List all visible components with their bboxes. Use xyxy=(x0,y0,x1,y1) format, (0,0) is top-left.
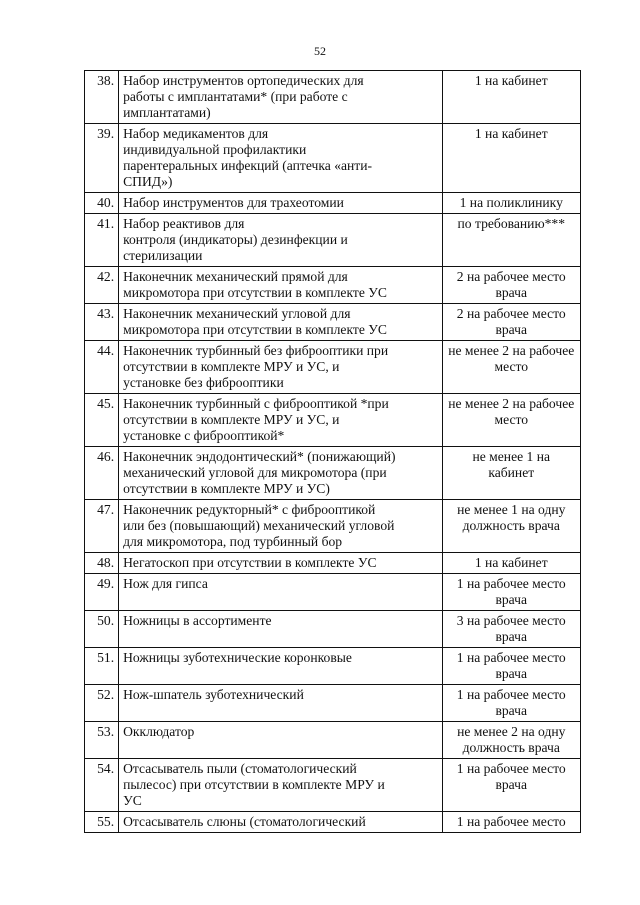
item-quantity-line: не менее 2 на рабочее xyxy=(448,396,575,411)
item-name-line: для микромотора, под турбинный бор xyxy=(123,534,343,549)
item-quantity xyxy=(442,722,580,759)
item-quantity xyxy=(442,124,580,193)
row-number: 50. xyxy=(85,611,119,648)
equipment-table xyxy=(84,70,581,833)
item-name xyxy=(119,447,442,500)
item-name-line: работы с имплантатами* (при работе с xyxy=(123,89,348,104)
item-quantity xyxy=(442,394,580,447)
table-row xyxy=(85,722,581,759)
item-quantity-line: 1 на кабинет xyxy=(474,73,548,88)
item-name-line: или без (повышающий) механический угловой xyxy=(123,518,395,533)
row-number: 45. xyxy=(85,394,119,447)
table-row xyxy=(85,341,581,394)
item-quantity-line: должность врача xyxy=(462,518,560,533)
table-row xyxy=(85,685,581,722)
item-name xyxy=(119,71,442,124)
item-quantity-line: не менее 1 на одну xyxy=(457,502,566,517)
item-name-line: контроля (индикаторы) дезинфекции и xyxy=(123,232,348,247)
item-name-line: микромотора при отсутствии в комплекте УС xyxy=(123,285,387,300)
item-name xyxy=(119,500,442,553)
item-quantity xyxy=(442,574,580,611)
row-number: 48. xyxy=(85,553,119,574)
row-number: 53. xyxy=(85,722,119,759)
item-quantity-line: 1 на рабочее место xyxy=(456,761,566,776)
item-name-line: установке с фиброоптикой* xyxy=(123,428,285,443)
row-number: 55. xyxy=(85,812,119,833)
item-name-line: установке без фиброоптики xyxy=(123,375,284,390)
item-name-line: микромотора при отсутствии в комплекте УС xyxy=(123,322,387,337)
item-quantity-line: 1 на рабочее место xyxy=(456,814,566,829)
row-number: 41. xyxy=(85,214,119,267)
item-name xyxy=(119,214,442,267)
item-name-line: индивидуальной профилактики xyxy=(123,142,307,157)
table-row xyxy=(85,759,581,812)
item-name-line: Набор реактивов для xyxy=(123,216,245,231)
row-number: 47. xyxy=(85,500,119,553)
item-quantity-line: не менее 2 на одну xyxy=(457,724,566,739)
item-quantity-line: не менее 1 на xyxy=(472,449,551,464)
item-quantity xyxy=(442,611,580,648)
item-name xyxy=(119,124,442,193)
item-quantity xyxy=(442,648,580,685)
item-quantity xyxy=(442,304,580,341)
item-quantity-line: по требованию*** xyxy=(457,216,565,231)
table-row xyxy=(85,447,581,500)
item-name-line: Наконечник эндодонтический* (понижающий) xyxy=(123,449,396,464)
row-number: 51. xyxy=(85,648,119,685)
table-row xyxy=(85,500,581,553)
item-name xyxy=(119,341,442,394)
item-name xyxy=(119,304,442,341)
item-name-line: УС xyxy=(123,793,142,808)
row-number: 44. xyxy=(85,341,119,394)
table-row xyxy=(85,611,581,648)
item-quantity xyxy=(442,341,580,394)
item-name xyxy=(119,267,442,304)
item-quantity-line: место xyxy=(494,412,529,427)
item-name xyxy=(119,193,442,214)
item-quantity xyxy=(442,553,580,574)
item-name-line: Ножницы зуботехнические коронковые xyxy=(123,650,352,665)
item-name-line: Набор инструментов ортопедических для xyxy=(123,73,364,88)
row-number: 40. xyxy=(85,193,119,214)
row-number: 43. xyxy=(85,304,119,341)
item-name-line: механический угловой для микромотора (при xyxy=(123,465,387,480)
equipment-table-body xyxy=(85,71,581,833)
table-row xyxy=(85,124,581,193)
table-row xyxy=(85,193,581,214)
item-name-line: отсутствии в комплекте МРУ и УС, и xyxy=(123,359,340,374)
row-number: 54. xyxy=(85,759,119,812)
item-name-line: парентеральных инфекций (аптечка «анти- xyxy=(123,158,373,173)
table-row xyxy=(85,214,581,267)
item-name xyxy=(119,759,442,812)
item-quantity xyxy=(442,447,580,500)
item-quantity-line: 3 на рабочее место xyxy=(456,613,566,628)
item-quantity xyxy=(442,214,580,267)
item-quantity-line: 1 на рабочее место xyxy=(456,650,566,665)
item-quantity-line: 1 на рабочее место xyxy=(456,687,566,702)
row-number: 38. xyxy=(85,71,119,124)
item-name xyxy=(119,685,442,722)
item-quantity-line: 1 на кабинет xyxy=(474,555,548,570)
item-name xyxy=(119,574,442,611)
item-quantity xyxy=(442,267,580,304)
item-quantity xyxy=(442,500,580,553)
item-quantity-line: место xyxy=(494,359,529,374)
table-row xyxy=(85,394,581,447)
item-quantity-line: не менее 2 на рабочее xyxy=(448,343,575,358)
table-row xyxy=(85,574,581,611)
table-row xyxy=(85,648,581,685)
item-quantity xyxy=(442,759,580,812)
row-number: 46. xyxy=(85,447,119,500)
item-quantity xyxy=(442,812,580,833)
item-quantity-line: 2 на рабочее место xyxy=(456,269,566,284)
row-number: 39. xyxy=(85,124,119,193)
item-name xyxy=(119,611,442,648)
item-name-line: пылесос) при отсутствии в комплекте МРУ и xyxy=(123,777,385,792)
item-quantity-line: 1 на рабочее место xyxy=(456,576,566,591)
row-number: 42. xyxy=(85,267,119,304)
item-quantity xyxy=(442,685,580,722)
item-quantity-line: 1 на кабинет xyxy=(474,126,548,141)
item-name-line: Набор медикаментов для xyxy=(123,126,269,141)
item-name-line: Нож для гипса xyxy=(123,576,208,591)
item-quantity-line: врача xyxy=(495,322,528,337)
table-row xyxy=(85,71,581,124)
table-row xyxy=(85,267,581,304)
row-number: 52. xyxy=(85,685,119,722)
item-name-line: Ножницы в ассортименте xyxy=(123,613,272,628)
table-row xyxy=(85,553,581,574)
item-name-line: Наконечник турбинный с фиброоптикой *при xyxy=(123,396,389,411)
item-quantity-line: врача xyxy=(495,285,528,300)
item-quantity-line: врача xyxy=(495,629,528,644)
item-name xyxy=(119,553,442,574)
item-name-line: Отсасыватель пыли (стоматологический xyxy=(123,761,357,776)
item-quantity xyxy=(442,71,580,124)
item-name-line: стерилизации xyxy=(123,248,203,263)
item-quantity-line: врача xyxy=(495,666,528,681)
item-name xyxy=(119,648,442,685)
item-quantity-line: 1 на поликлинику xyxy=(459,195,563,210)
item-name-line: Набор инструментов для трахеотомии xyxy=(123,195,344,210)
item-name-line: Нож-шпатель зуботехнический xyxy=(123,687,304,702)
item-quantity-line: 2 на рабочее место xyxy=(456,306,566,321)
item-name-line: Окклюдатор xyxy=(123,724,195,739)
item-quantity-line: кабинет xyxy=(488,465,535,480)
item-quantity-line: врача xyxy=(495,592,528,607)
item-name-line: Негатоскоп при отсутствии в комплекте УС xyxy=(123,555,377,570)
item-name-line: Наконечник турбинный без фиброоптики при xyxy=(123,343,389,358)
item-name-line: имплантатами) xyxy=(123,105,211,120)
item-name-line: отсутствии в комплекте МРУ и УС) xyxy=(123,481,330,496)
table-row xyxy=(85,304,581,341)
item-name xyxy=(119,812,442,833)
item-name-line: Отсасыватель слюны (стоматологический xyxy=(123,814,366,829)
page-number: 52 xyxy=(314,44,326,58)
item-quantity xyxy=(442,193,580,214)
item-name-line: Наконечник редукторный* с фиброоптикой xyxy=(123,502,376,517)
item-name xyxy=(119,722,442,759)
item-quantity-line: врача xyxy=(495,777,528,792)
item-name-line: Наконечник механический угловой для xyxy=(123,306,351,321)
item-name-line: СПИД») xyxy=(123,174,173,189)
item-quantity-line: должность врача xyxy=(462,740,560,755)
item-name xyxy=(119,394,442,447)
item-name-line: отсутствии в комплекте МРУ и УС, и xyxy=(123,412,340,427)
item-name-line: Наконечник механический прямой для xyxy=(123,269,348,284)
table-row xyxy=(85,812,581,833)
item-quantity-line: врача xyxy=(495,703,528,718)
row-number: 49. xyxy=(85,574,119,611)
